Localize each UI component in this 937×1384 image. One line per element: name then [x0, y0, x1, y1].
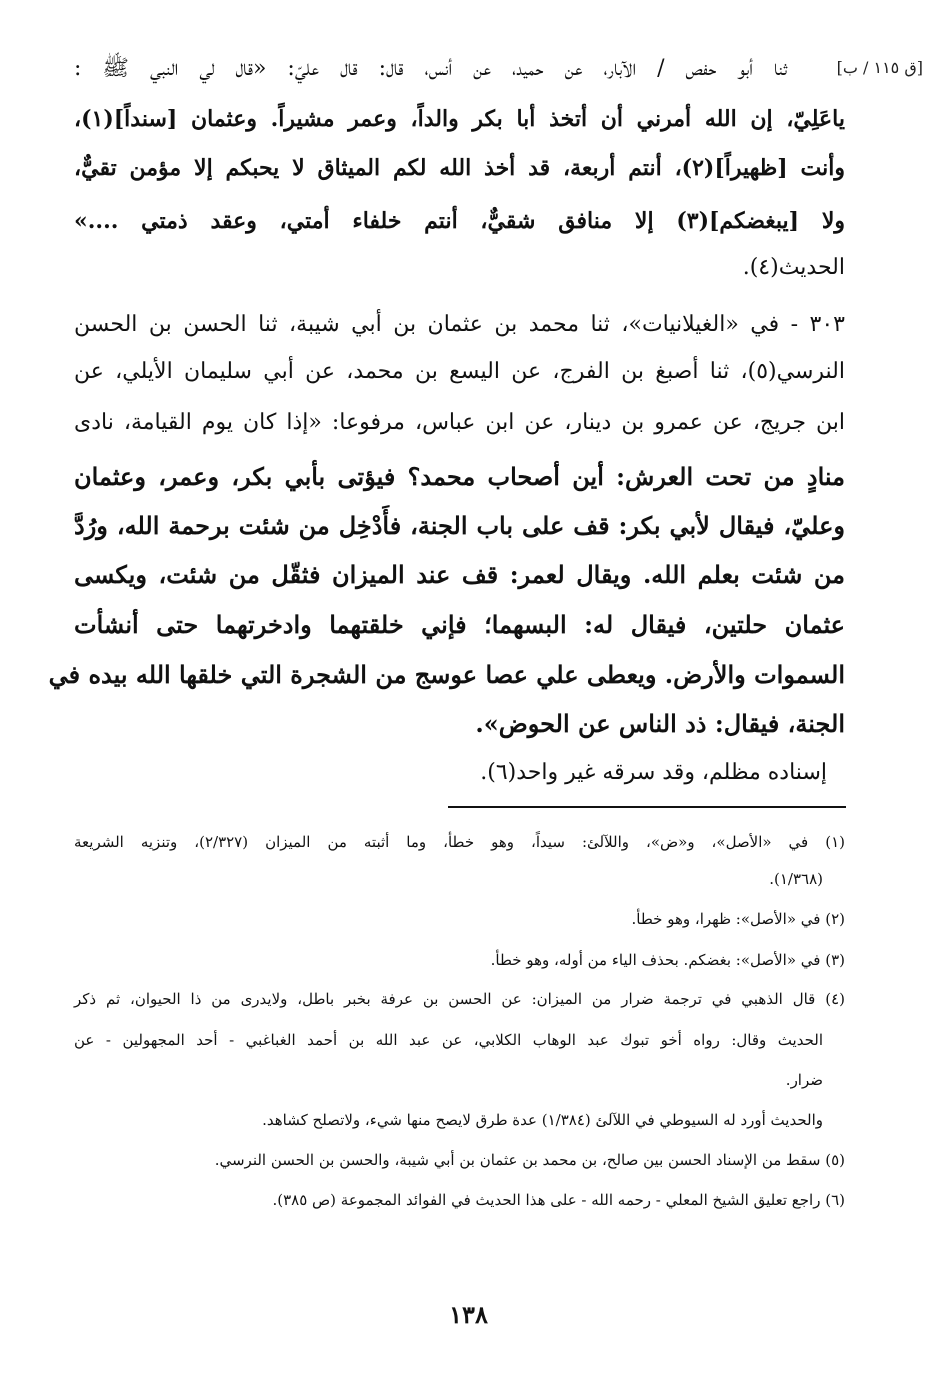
hadith-303-line-6: من شئت بعلم الله. ويقال لعمر: قف عند الميزان فثقّل من شئت، ويكسى [74, 560, 845, 589]
body-line-3: وأنت [ظهيراً](٢)، أنتم أربعة، قد أخذ الله لكم الميثاق لا يحبكم إلا مؤمن تقيٌّ، [74, 155, 845, 181]
hadith-303-line-2: النرسي(٥)، ثنا أصبغ بن الفرج، عن اليسع بن محمد، عن أبي سليمان الأيلي، عن [74, 359, 845, 384]
body-line-5: الحديث(٤). [742, 255, 845, 280]
footnote-4-line-4: والحديث أورد له السيوطي في اللآلئ (١/٣٨٤) عدة طرق لايصح منها شيء، ولاتصلح كشاهد. [262, 1111, 823, 1129]
hadith-303-line-4: منادٍ من تحت العرش: أين أصحاب محمد؟ فيؤتى بأبي بكر، وعمر، وعثمان [74, 462, 845, 491]
hadith-303-line-8: السموات والأرض. ويعطى علي عصا عوسج من الشجرة التي خلقها الله بيده في [48, 660, 845, 689]
footnote-1-line-2: (١/٣٦٨). [769, 870, 823, 888]
hadith-303-line-3: ابن جريج، عن عمرو بن دينار، عن ابن عباس، مرفوعا: «إذا كان يوم القيامة، نادى [74, 410, 845, 435]
isnad-note: إسناده مظلم، وقد سرقه غير واحد(٦). [480, 760, 827, 785]
footnote-4-line-3: ضرار. [785, 1071, 823, 1089]
body-line-1: ثنا أبو حفص / الآبار، عن حميد، عن أنس، قال: قال عليّ: «قال لي النبي ﷺ : [74, 56, 787, 81]
hadith-303-line-7: عثمان حلتين، فيقال له: البسهما؛ فإني خلقتهما وادخرتهما حتى أنشأت [74, 610, 845, 639]
footnote-4-line-2: الحديث وقال: رواه أخو تبوك عبد الوهاب الكلابي، عن عبد الله بن أحمد الغباغبي - أحد المجهولين - عن [74, 1031, 823, 1049]
footnote-3: (٣) في «الأصل»: بغضكم. بحذف الياء من أوله، وهو خطأ. [490, 951, 845, 969]
body-line-4: ولا [يبغضكم](٣) إلا منافق شقيٌّ، أنتم خلفاء أمتي، وعقد ذمتي ....» [74, 208, 845, 234]
footnote-2: (٢) في «الأصل»: ظهرا، وهو خطأ. [631, 910, 845, 928]
footnote-divider [448, 806, 846, 808]
footnote-5: (٥) سقط من الإسناد الحسن بين صالح، بن محمد بن عثمان بن أبي شيبة، والحسن بن الحسن النرسي. [214, 1151, 845, 1169]
body-line-2: ياعَلِيّ، إن الله أمرني أن أتخذ أبا بكر والداً، وعمر مشيراً. وعثمان [سنداً](١)، [74, 106, 845, 132]
hadith-303-line-1: ٣٠٣ - في «الغيلانيات»، ثنا محمد بن عثمان بن أبي شيبة، ثنا الحسن بن الحسن [74, 312, 845, 337]
footnote-1-line-1: (١) في «الأصل»، و«ض»، واللآلئ: سيداً، وهو خطأ، وما أثبته من الميزان (٢/٣٢٧)، وتنزيه الشريعة [74, 833, 845, 851]
hadith-303-line-9: الجنة، فيقال: ذد الناس عن الحوض». [475, 709, 845, 738]
hadith-303-line-5: وعليّ، فيقال لأبي بكر: قف على باب الجنة، فأَدْخِل من شئت برحمة الله، ورُدَّ [74, 511, 846, 540]
footnote-4-line-1: (٤) قال الذهبي في ترجمة ضرار من الميزان: عن الحسن بن عرفة بخبر باطل، ولايدرى من ذا الحيوان، ثم ذكر [74, 990, 845, 1008]
page-number: ١٣٨ [449, 1300, 488, 1329]
manuscript-folio-reference: [ق ١١٥ / ب] [836, 58, 923, 77]
footnote-6: (٦) راجع تعليق الشيخ المعلي - رحمه الله - على هذا الحديث في الفوائد المجموعة (ص ٣٨٥). [272, 1191, 845, 1209]
